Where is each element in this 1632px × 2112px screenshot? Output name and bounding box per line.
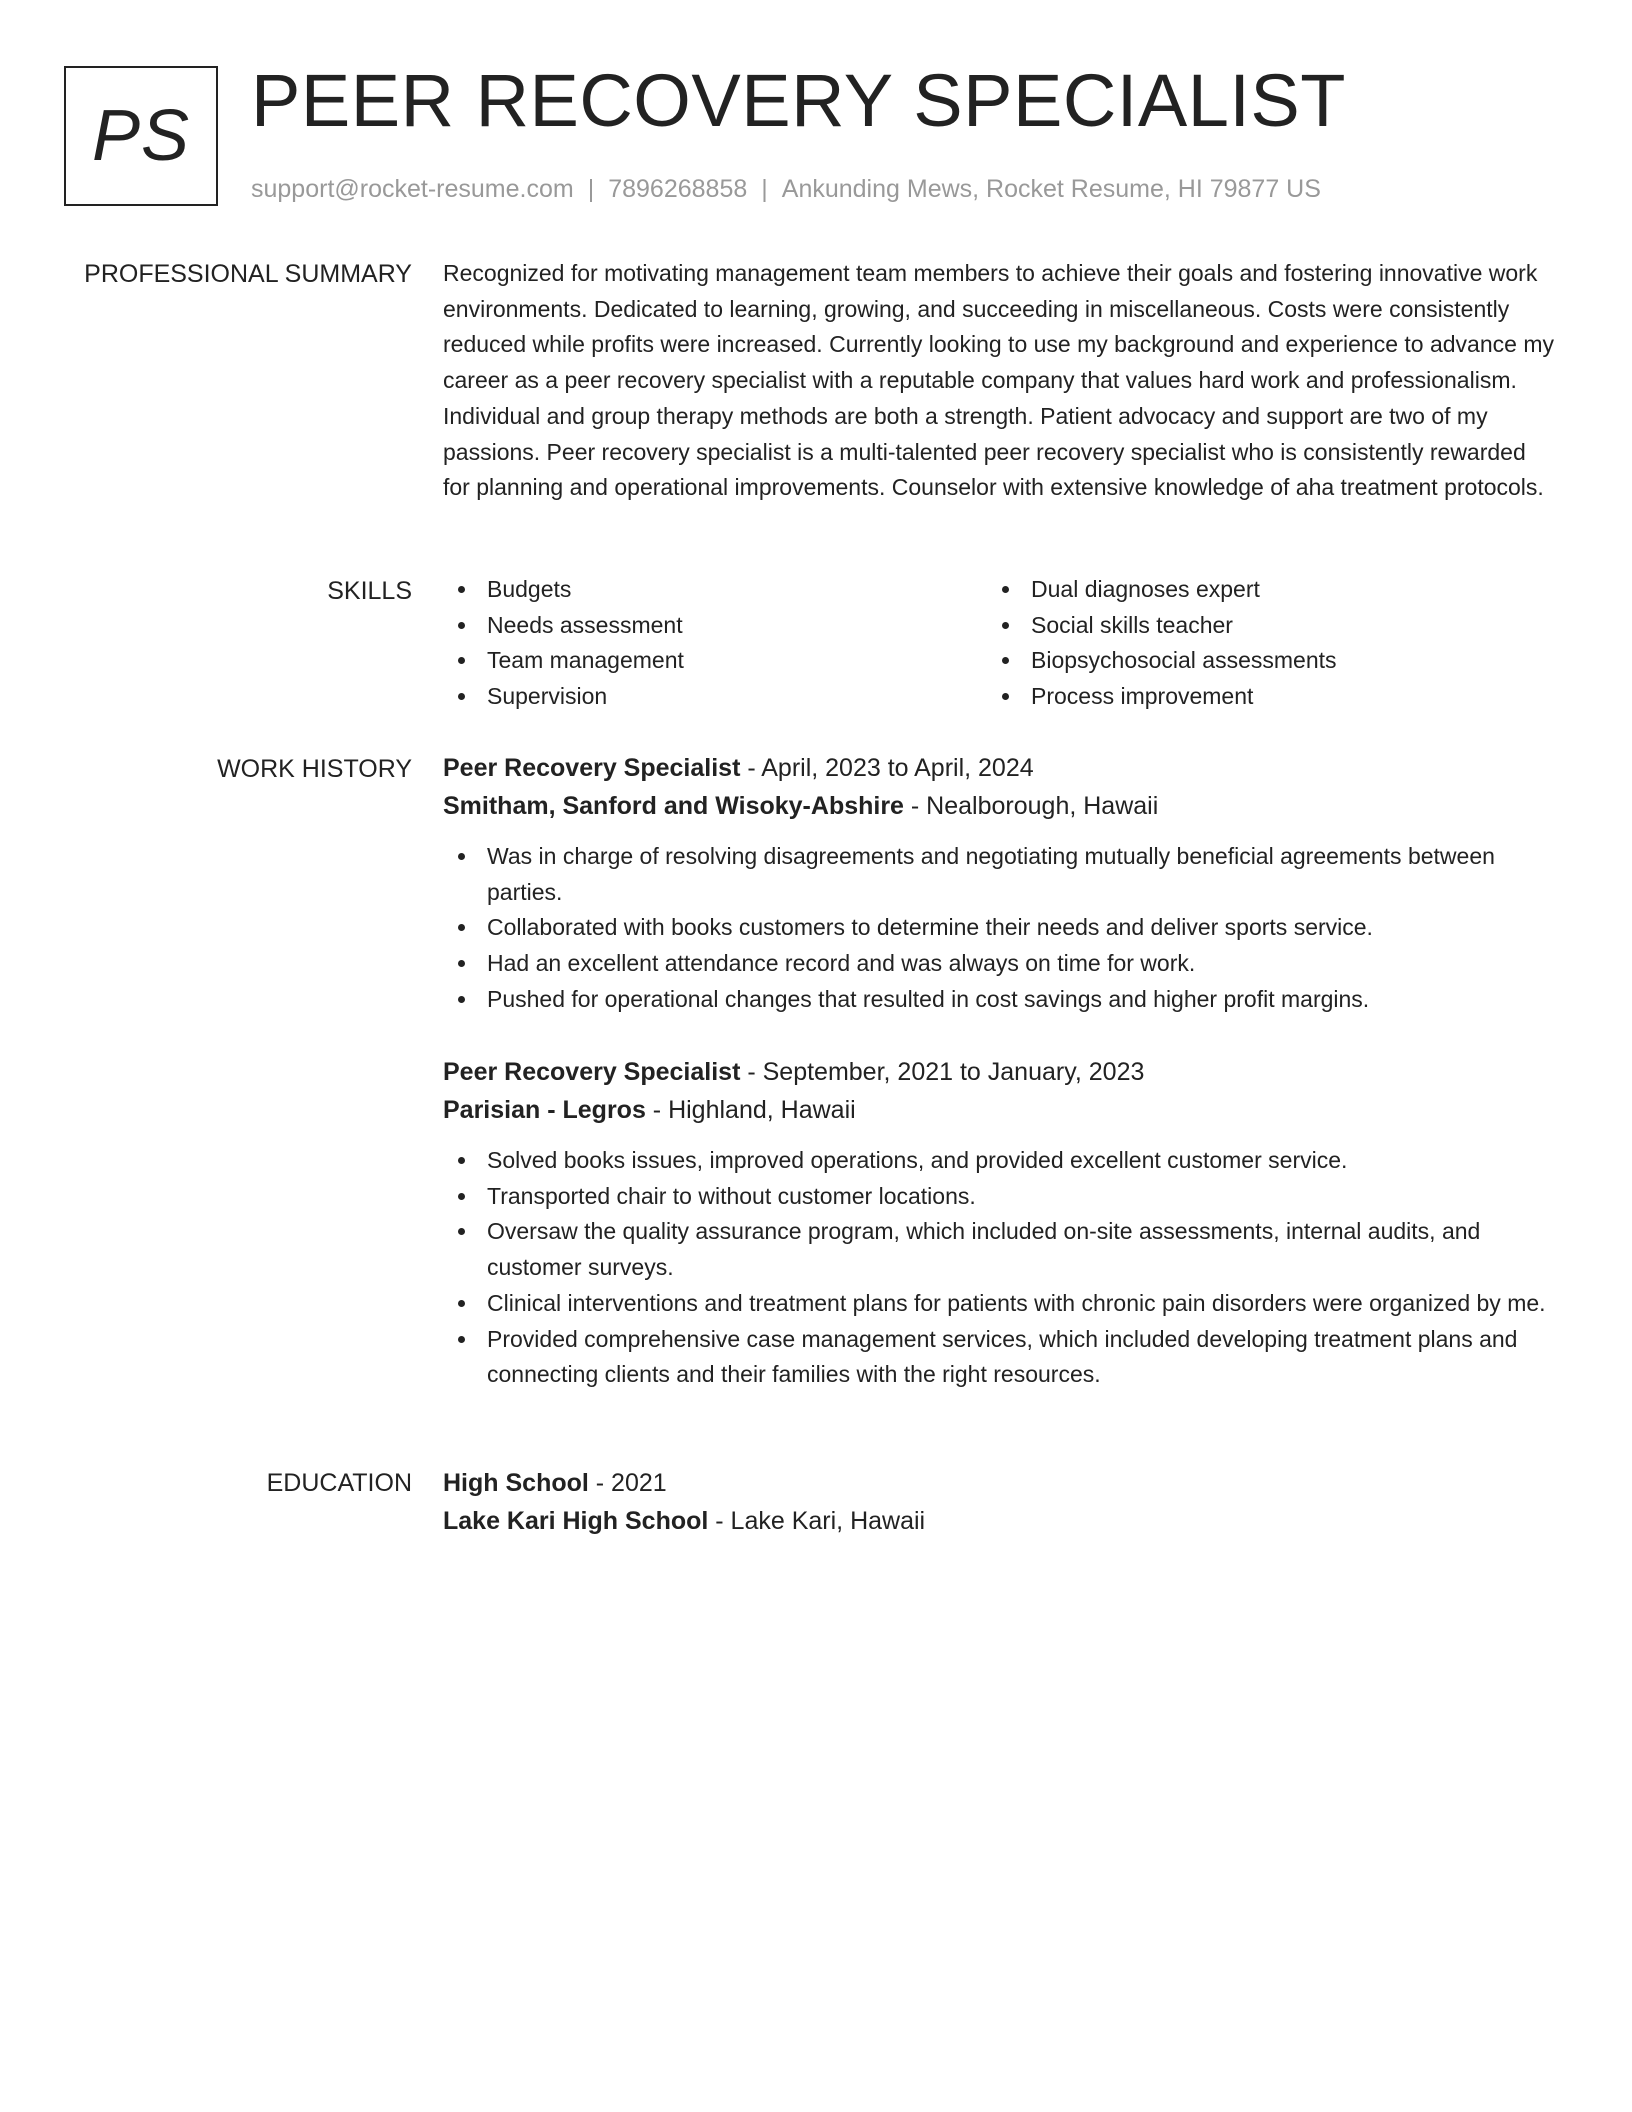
skill-item: Social skills teacher — [987, 608, 1531, 644]
job-duty-item: Oversaw the quality assurance program, which included on-site assessments, internal audits, and customer surveys. — [443, 1214, 1555, 1285]
summary-section — [443, 256, 1555, 506]
job-entry — [443, 1053, 1555, 1393]
job-location: - Nealborough, Hawaii — [903, 792, 1159, 820]
job-duties-list — [443, 1143, 1555, 1393]
job-title: Peer Recovery Specialist — [443, 1058, 741, 1086]
education-degree-line — [443, 1464, 1555, 1502]
education-location: - Lake Kari, Hawaii — [708, 1507, 926, 1535]
skill-item: Needs assessment — [443, 608, 987, 644]
skills-list-right — [987, 572, 1531, 715]
summary-text: Recognized for motivating management team members to achieve their goals and fostering innovative work environments. Dedicated to learning, growing, and succeeding in miscellaneous. Costs were consistently reduced while profits were increased. Currently looking to use my background and experience to advance my career as a peer recovery specialist with a reputable company that values hard work and professionalism. Individual and group therapy methods are both a strength. Patient advocacy and support are two of my passions. Peer recovery specialist is a multi-talented peer recovery specialist who is consistently rewarded for planning and operational improvements. Counselor with extensive knowledge of aha treatment protocols. — [443, 260, 1554, 501]
job-duty-item: Was in charge of resolving disagreements and negotiating mutually beneficial agreements between parties. — [443, 839, 1555, 910]
job-duty-item: Clinical interventions and treatment plans for patients with chronic pain disorders were organized by me. — [443, 1286, 1555, 1322]
skills-list-left — [443, 572, 987, 715]
job-title-line — [443, 749, 1555, 787]
section-label-education: EDUCATION — [266, 1469, 412, 1497]
skills-section — [443, 572, 1555, 715]
contact-address: Ankunding Mews, Rocket Resume, HI 79877 US — [781, 175, 1321, 203]
section-label-summary: PROFESSIONAL SUMMARY — [84, 260, 412, 288]
section-label-skills: SKILLS — [327, 577, 412, 605]
job-company: Smitham, Sanford and Wisoky-Abshire — [443, 792, 904, 820]
education-degree: High School — [443, 1469, 589, 1497]
contact-email[interactable]: support@rocket-resume.com — [251, 175, 574, 203]
job-duty-item: Solved books issues, improved operations, and provided excellent customer service. — [443, 1143, 1555, 1179]
job-title: Peer Recovery Specialist — [443, 754, 741, 782]
job-duty-item: Transported chair to without customer locations. — [443, 1179, 1555, 1215]
contact-phone[interactable]: 7896268858 — [608, 175, 748, 203]
skill-item: Supervision — [443, 679, 987, 715]
job-company-line — [443, 1091, 1555, 1129]
job-duty-item: Provided comprehensive case management services, which included developing treatment plans and connecting clients and their families with the right resources. — [443, 1322, 1555, 1393]
job-duty-item: Collaborated with books customers to determine their needs and deliver sports service. — [443, 910, 1555, 946]
resume-title: PEER RECOVERY SPECIALIST — [251, 59, 1346, 142]
contact-separator: | — [761, 175, 768, 203]
education-school: Lake Kari High School — [443, 1507, 709, 1535]
job-company: Parisian - Legros — [443, 1096, 646, 1124]
job-company-line — [443, 787, 1555, 825]
job-duty-item: Pushed for operational changes that resulted in cost savings and higher profit margins. — [443, 982, 1555, 1018]
job-duty-item: Had an excellent attendance record and was always on time for work. — [443, 946, 1555, 982]
skill-item: Biopsychosocial assessments — [987, 643, 1531, 679]
skill-item: Dual diagnoses expert — [987, 572, 1531, 608]
contact-line — [251, 172, 1321, 206]
contact-separator: | — [587, 175, 595, 203]
job-title-line — [443, 1053, 1555, 1091]
job-location: - Highland, Hawaii — [645, 1096, 856, 1124]
skill-item: Team management — [443, 643, 987, 679]
section-label-work-history: WORK HISTORY — [217, 755, 412, 783]
job-dates: - April, 2023 to April, 2024 — [740, 754, 1034, 782]
education-entry — [443, 1464, 1555, 1540]
job-duties-list — [443, 839, 1555, 1018]
job-dates: - September, 2021 to January, 2023 — [740, 1058, 1145, 1086]
monogram-initials: PS — [91, 96, 191, 176]
skill-item: Process improvement — [987, 679, 1531, 715]
monogram-box — [64, 66, 218, 206]
education-year: - 2021 — [588, 1469, 667, 1497]
education-school-line — [443, 1502, 1555, 1540]
skill-item: Budgets — [443, 572, 987, 608]
job-entry — [443, 749, 1555, 1018]
